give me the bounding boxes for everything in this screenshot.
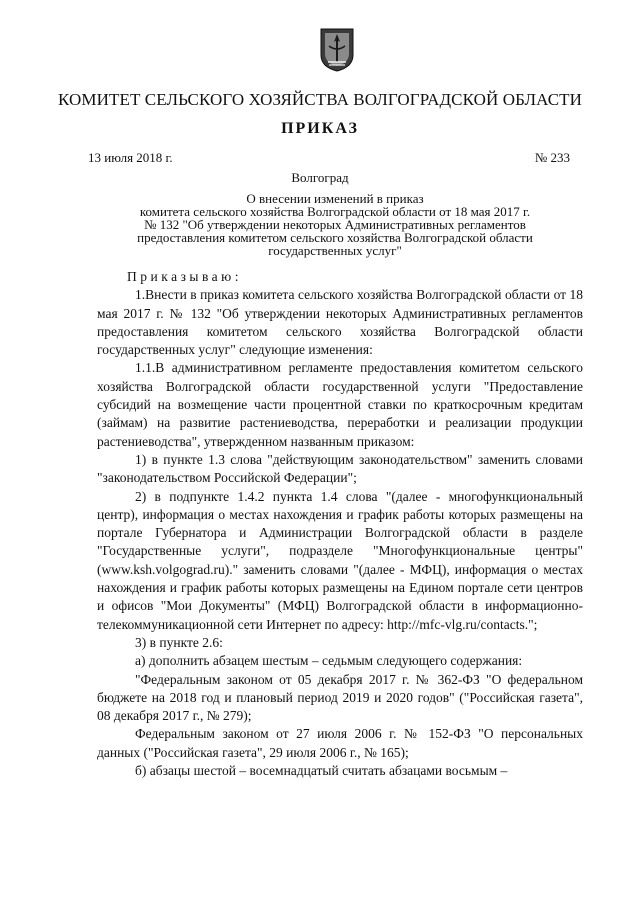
- document-subject: [105, 192, 565, 257]
- subject-line: № 132 "Об утверждении некоторых Административных регламентов: [144, 217, 526, 232]
- subitem-a: а) дополнить абзацем шестым – седьмым следующего содержания:: [135, 653, 523, 669]
- federal-law-152: Федеральным законом от 27 июля 2006 г. № 152-ФЗ "О персональных данных ("Российская газета", 29 июля 2006 г., № 165);: [97, 726, 583, 760]
- subject-line: О внесении изменений в приказ: [246, 191, 424, 206]
- item-1: 1) в пункте 1.3 слова "действующим законодательством" заменить словами "законодательством Российской Федерации";: [97, 451, 583, 486]
- document-city: Волгоград: [291, 170, 349, 185]
- subject-line: предоставления комитетом сельского хозяйства Волгоградской области: [137, 230, 533, 245]
- subject-line: государственных услуг": [268, 243, 402, 258]
- organization-name: КОМИТЕТ СЕЛЬСКОГО ХОЗЯЙСТВА ВОЛГОГРАДСКОЙ ОБЛАСТИ: [57, 90, 582, 109]
- document-body: [97, 268, 583, 780]
- subject-line: комитета сельского хозяйства Волгоградской области от 18 мая 2017 г.: [139, 204, 531, 219]
- paragraph-1: 1.Внести в приказ комитета сельского хозяйства Волгоградской области от 18 мая 2017 г. № 132 "Об утверждении некоторых Административных регламентов предоставления комитетом сельского хозяйства Волгоградской области государственных услуг" следующие изменения:: [97, 287, 583, 358]
- item-2: 2) в подпункте 1.4.2 пункта 1.4 слова "(далее - многофункциональный центр), информация о местах нахождения и график работы которых размещены на портале Губернатора и Администрации Волгоградской области в разделе "Государственные услуги", подразделе "Многофункциональные центры" (www.ksh.volgograd.ru)." заменить словами "(далее - МФЦ), информация о местах нахождения и график работы которых размещены на Едином портале сети центров и офисов "Мои Документы" (МФЦ) Волгоградской области в информационно-телекоммуникационной сети Интернет по адресу: http://mfc-vlg.ru/contacts.";: [97, 488, 583, 632]
- document-date: 13 июля 2018 г.: [88, 150, 173, 165]
- document-title: ПРИКАЗ: [281, 120, 359, 137]
- document-number: № 233: [534, 150, 570, 165]
- order-word: Приказываю:: [127, 269, 242, 284]
- federal-law-362: "Федеральным законом от 05 декабря 2017 г. № 362-ФЗ "О федеральном бюджете на 2018 год и плановый период 2019 и 2020 годов" ("Российская газета", 08 декабря 2017 г., № 279);: [97, 671, 583, 724]
- paragraph-1-1: 1.1.В административном регламенте предоставления комитетом сельского хозяйства Волгоградской области государственной услуги "Предоставление субсидий на возмещение части процентной ставки по краткосрочным кредитам (займам) на развитие растениеводства, переработки и реализации продукции растениеводства", утвержденном названным приказом:: [97, 360, 583, 449]
- item-3: 3) в пункте 2.6:: [135, 634, 223, 650]
- subitem-b: б) абзацы шестой – восемнадцатый считать абзацами восьмым –: [135, 763, 508, 779]
- coat-of-arms-emblem-icon: [320, 28, 354, 72]
